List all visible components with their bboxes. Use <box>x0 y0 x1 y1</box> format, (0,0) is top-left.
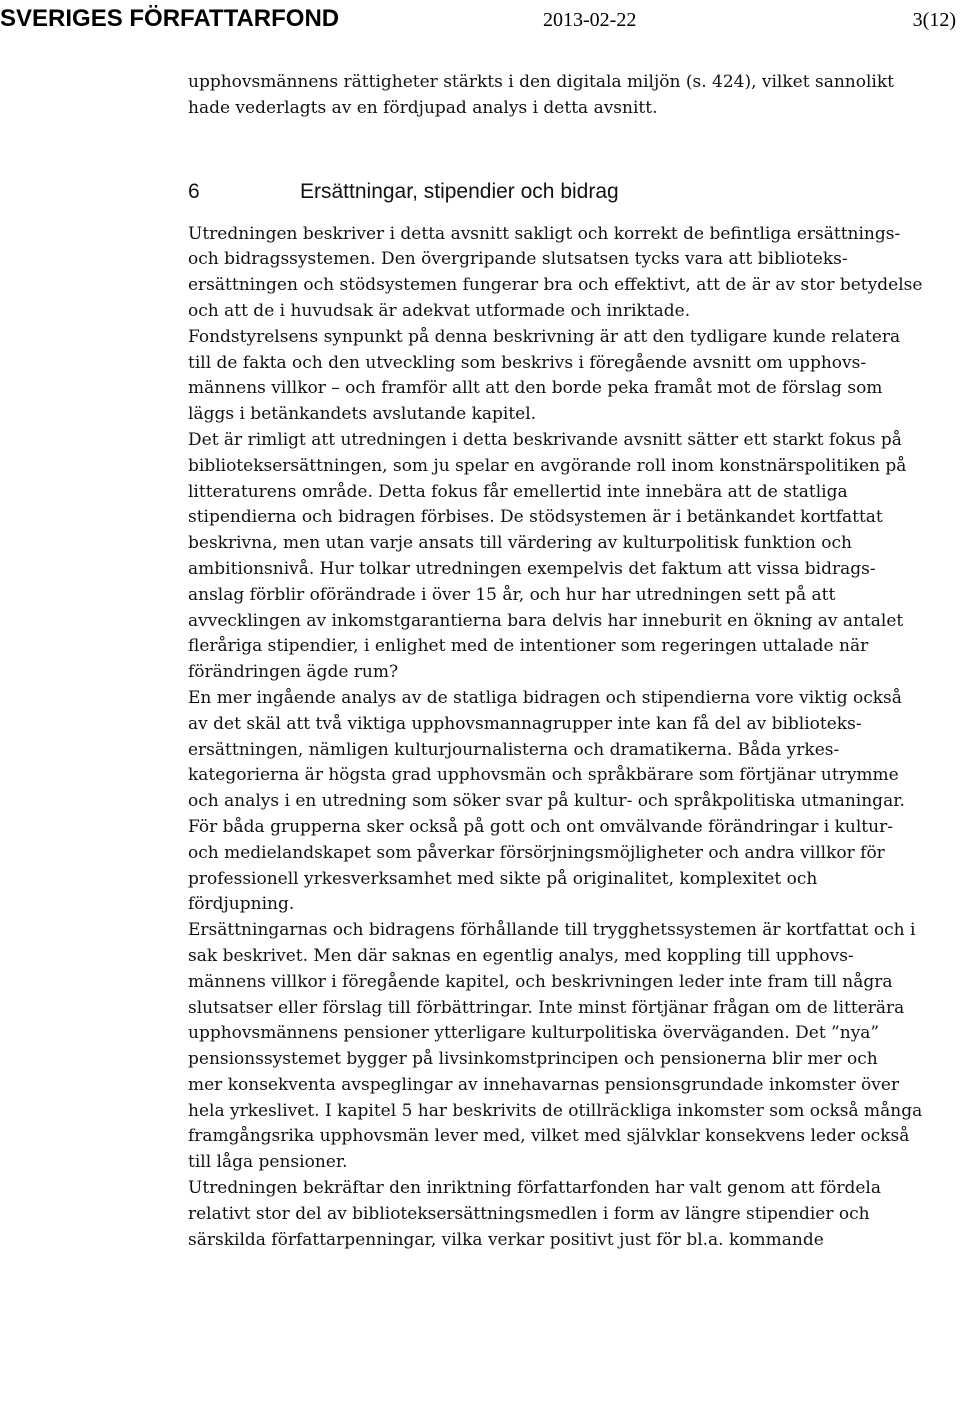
text-line: En mer ingående analys av de statliga bidragen och stipendierna vore viktig också <box>188 687 902 708</box>
text-line: upphovsmännens pensioner ytterligare kulturpolitiska överväganden. Det ”nya” <box>188 1023 880 1044</box>
text-line: beskrivna, men utan varje ansats till värdering av kulturpolitisk funktion och <box>188 533 852 554</box>
text-line: av det skäl att två viktiga upphovsmannagrupper inte kan få del av biblioteks- <box>188 713 862 734</box>
text-line: fördjupning. <box>188 894 295 915</box>
text-line: kategorierna är högsta grad upphovsmän och språkbärare som förtjänar utrymme <box>188 765 899 786</box>
text-line: biblioteksersättningen, som ju spelar en avgörande roll inom konstnärspolitiken på <box>188 455 907 476</box>
text-line: Det är rimligt att utredningen i detta beskrivande avsnitt sätter ett starkt fokus på <box>188 429 902 450</box>
text-line: och medielandskapet som påverkar försörjningsmöjligheter och andra villkor för <box>188 842 885 863</box>
text-line: Utredningen bekräftar den inriktning författarfonden har valt genom att fördela <box>188 1178 881 1199</box>
section-title: Ersättningar, stipendier och bidrag <box>300 179 619 203</box>
text-line: Fondstyrelsens synpunkt på denna beskrivning är att den tydligare kunde relatera <box>188 326 901 347</box>
text-line: till de fakta och den utveckling som beskrivs i föregående avsnitt om upphovs- <box>188 352 867 373</box>
body-paragraph <box>188 428 956 686</box>
text-line: ersättningen och stödsystemen fungerar bra och effektivt, att de är av stor betydelse <box>188 275 923 296</box>
text-line: sak beskrivet. Men där saknas en egentlig analys, med koppling till upphovs- <box>188 945 854 966</box>
text-line: Utredningen beskriver i detta avsnitt sakligt och korrekt de befintliga ersättnings- <box>188 223 901 244</box>
body-paragraph <box>188 686 956 918</box>
intro-paragraph <box>188 70 956 122</box>
text-line: och bidragssystemen. Den övergripande slutsatsen tycks vara att biblioteks- <box>188 249 848 270</box>
section-heading <box>188 178 956 206</box>
section-number: 6 <box>188 179 200 203</box>
page-number: 3(12) <box>912 9 956 31</box>
text-line: fleråriga stipendier, i enlighet med de intentioner som regeringen uttalade när <box>188 636 869 657</box>
text-line: hela yrkeslivet. I kapitel 5 har beskrivits de otillräckliga inkomster som också många <box>188 1100 923 1121</box>
text-line: anslag förblir oförändrade i över 15 år, och hur har utredningen sett på att <box>188 584 836 605</box>
body-paragraph <box>188 1176 956 1253</box>
text-line: litteraturens område. Detta fokus får emellertid inte innebära att de statliga <box>188 481 848 502</box>
body-paragraph <box>188 222 956 325</box>
text-line: hade vederlagts av en fördjupad analys i detta avsnitt. <box>188 97 658 118</box>
document-date: 2013-02-22 <box>543 9 637 31</box>
text-line: stipendierna och bidragen förbises. De stödsystemen är i betänkandet kortfattat <box>188 507 883 528</box>
text-line: upphovsmännens rättigheter stärkts i den digitala miljön (s. 424), vilket sannolikt <box>188 72 894 92</box>
text-line: särskilda författarpenningar, vilka verkar positivt just för bl.a. kommande <box>188 1229 824 1250</box>
text-line: männens villkor – och framför allt att den borde peka framåt mot de förslag som <box>188 378 883 399</box>
body-paragraph <box>188 918 956 1176</box>
organization-name: SVERIGES FÖRFATTARFOND <box>0 5 340 32</box>
text-line: pensionssystemet bygger på livsinkomstprincipen och pensionerna blir mer och <box>188 1049 878 1070</box>
text-line: framgångsrika upphovsmän lever med, vilket med självklar konsekvens leder också <box>188 1126 910 1147</box>
text-line: och analys i en utredning som söker svar på kultur- och språkpolitiska utmaningar. <box>188 791 905 812</box>
text-line: Ersättningarnas och bidragens förhållande till trygghetssystemen är kortfattat och i <box>188 920 916 941</box>
page-header <box>0 4 960 38</box>
text-line: ambitionsnivå. Hur tolkar utredningen exempelvis det faktum att vissa bidrags- <box>188 558 876 579</box>
text-line: slutsatser eller förslag till förbättringar. Inte minst förtjänar frågan om de litterära <box>188 997 905 1018</box>
text-line: professionell yrkesverksamhet med sikte på originalitet, komplexitet och <box>188 868 818 889</box>
text-line: avvecklingen av inkomstgarantierna bara delvis har inneburit en ökning av antalet <box>188 610 904 631</box>
text-line: relativt stor del av biblioteksersättningsmedlen i form av längre stipendier och <box>188 1203 870 1224</box>
body-paragraph <box>188 325 956 428</box>
text-line: förändringen ägde rum? <box>188 662 399 683</box>
text-line: mer konsekventa avspeglingar av innehavarnas pensionsgrundade inkomster över <box>188 1074 900 1095</box>
text-line: läggs i betänkandets avslutande kapitel. <box>188 404 537 425</box>
text-line: För båda grupperna sker också på gott och ont omvälvande förändringar i kultur- <box>188 816 893 837</box>
text-line: och att de i huvudsak är adekvat utformade och inriktade. <box>188 300 691 321</box>
document-body <box>188 70 956 1253</box>
text-line: till låga pensioner. <box>188 1152 348 1173</box>
text-line: männens villkor i föregående kapitel, och beskrivningen leder inte fram till några <box>188 971 893 992</box>
text-line: ersättningen, nämligen kulturjournalisterna och dramatikerna. Båda yrkes- <box>188 739 840 760</box>
